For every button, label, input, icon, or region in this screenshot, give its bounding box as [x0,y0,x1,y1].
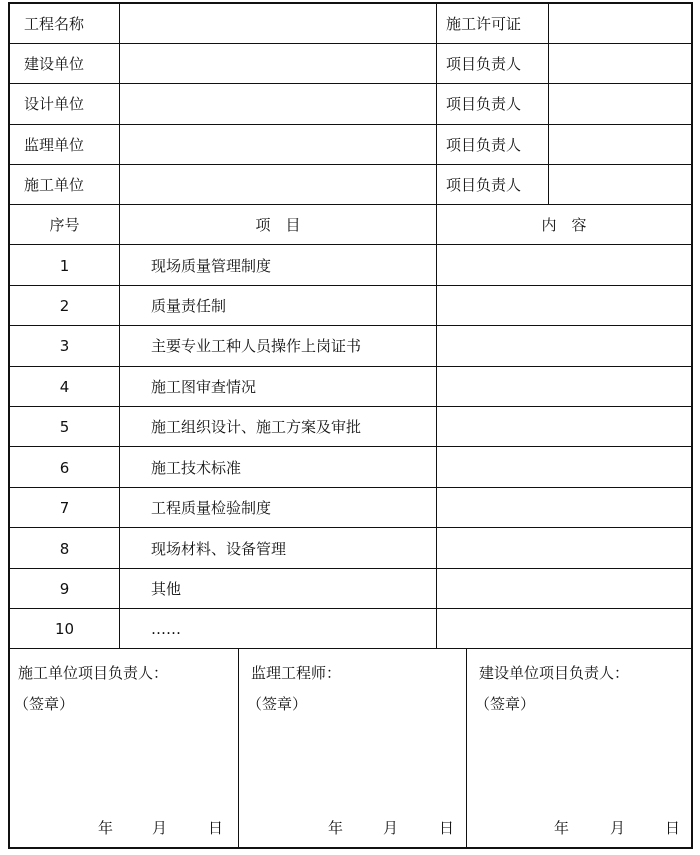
row-item: 其他 [151,580,182,598]
design-org-label: 设计单位 [24,95,85,113]
grid-line [10,204,691,205]
grid-line [10,487,691,488]
row-item: …… [151,620,181,638]
grid-line [436,4,437,649]
col-content-header: 内 容 [541,216,587,234]
row-item: 施工图审查情况 [151,378,257,396]
row-no: 10 [54,620,75,638]
row-item: 施工组织设计、施工方案及审批 [151,418,362,436]
grid-line [10,164,691,165]
supervisor-seal-label: （签章） [247,695,308,713]
grid-line [10,568,691,569]
supervisor-date-day: 日 [439,819,455,837]
owner-date-day: 日 [665,819,681,837]
grid-line [10,244,691,245]
design-manager-label: 项目负责人 [446,95,522,113]
construction-manager-label: 项目负责人 [446,55,522,73]
grid-line [10,124,691,125]
grid-line [238,648,239,849]
col-index-header: 序号 [49,216,80,234]
row-item: 主要专业工种人员操作上岗证书 [151,337,362,355]
owner-date-year: 年 [554,819,570,837]
owner-date-month: 月 [610,819,626,837]
supervising-engineer-signature-label: 监理工程师： [251,664,342,682]
grid-line [10,527,691,528]
row-no: 4 [59,378,70,396]
supervision-org-label: 监理单位 [24,136,85,154]
grid-line [10,366,691,367]
owner-seal-label: （签章） [475,695,536,713]
row-no: 9 [59,580,70,598]
grid-line [10,648,691,649]
row-item: 质量责任制 [151,297,227,315]
supervision-manager-label: 项目负责人 [446,136,522,154]
supervisor-date-year: 年 [328,819,344,837]
builder-date-year: 年 [98,819,114,837]
project-name-label: 工程名称 [24,15,85,33]
builder-date-month: 月 [152,819,168,837]
builder-seal-label: （签章） [14,695,75,713]
row-no: 3 [59,337,70,355]
row-no: 8 [59,540,70,558]
supervisor-date-month: 月 [383,819,399,837]
grid-line [10,406,691,407]
owner-manager-signature-label: 建设单位项目负责人： [479,664,630,682]
grid-line [10,608,691,609]
builder-manager-label: 项目负责人 [446,176,522,194]
row-no: 6 [59,459,70,477]
grid-line [548,4,549,204]
builder-org-label: 施工单位 [24,176,85,194]
grid-line [466,648,467,849]
grid-line [10,325,691,326]
row-no: 7 [59,499,70,517]
quality-management-inspection-form [8,2,693,849]
row-no: 2 [59,297,70,315]
permit-label: 施工许可证 [446,15,522,33]
builder-date-day: 日 [208,819,224,837]
grid-line [10,83,691,84]
builder-manager-signature-label: 施工单位项目负责人： [18,664,169,682]
construction-org-label: 建设单位 [24,55,85,73]
row-no: 1 [59,257,70,275]
row-item: 施工技术标准 [151,459,242,477]
col-item-header: 项 目 [255,216,301,234]
row-item: 现场质量管理制度 [151,257,272,275]
grid-line [10,43,691,44]
row-item: 现场材料、设备管理 [151,540,287,558]
grid-line [10,446,691,447]
grid-line [10,285,691,286]
grid-line [119,4,120,649]
row-no: 5 [59,418,70,436]
row-item: 工程质量检验制度 [151,499,272,517]
